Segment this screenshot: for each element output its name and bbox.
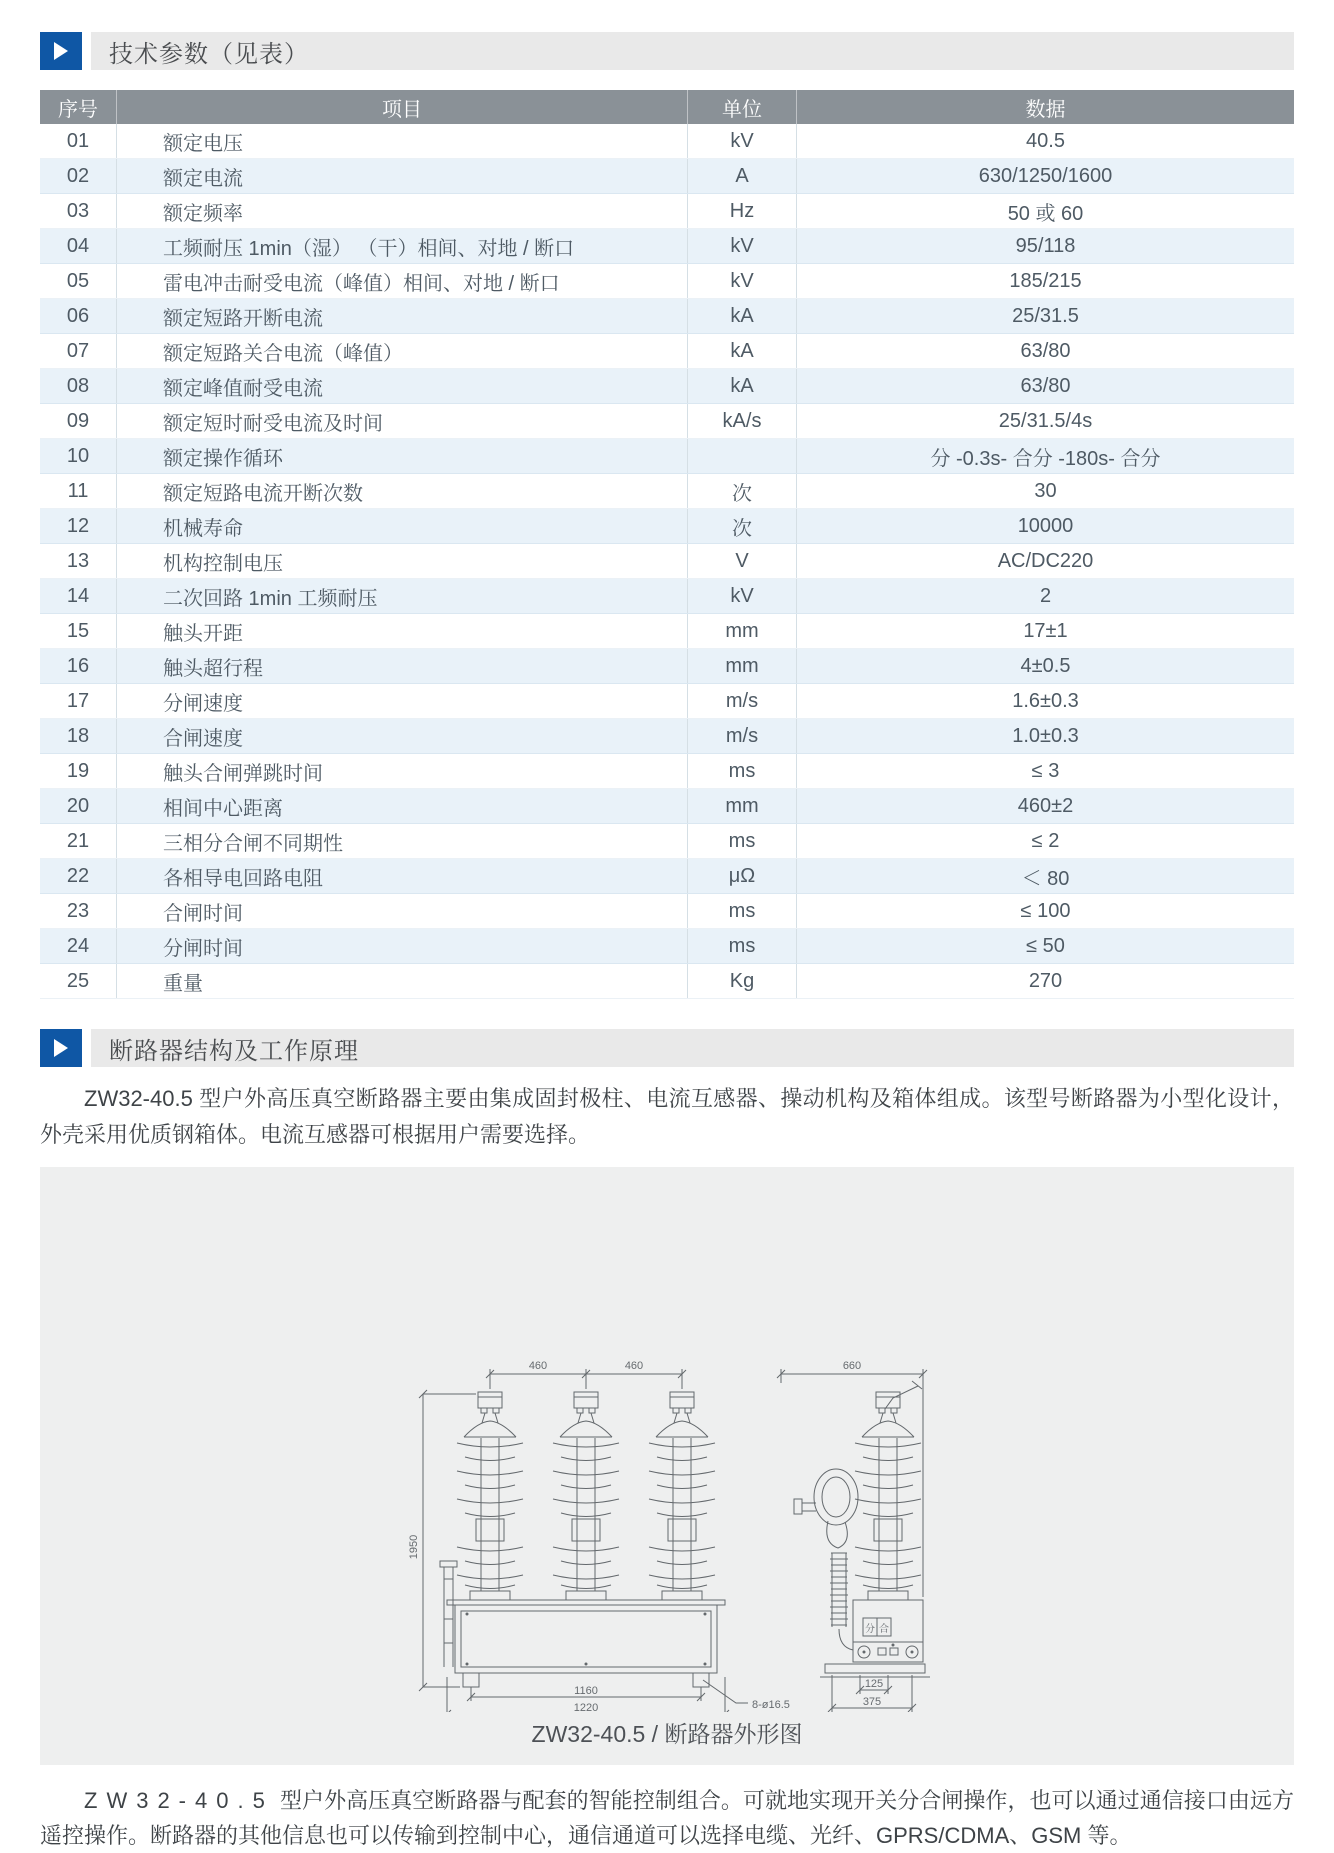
spec-table: [40, 90, 1294, 999]
cell-unit: kA/s: [688, 404, 797, 438]
cell-item: 二次回路 1min 工频耐压: [117, 579, 688, 613]
table-row: [40, 264, 1294, 299]
cell-no: 14: [40, 579, 117, 613]
section-title: 技术参数（见表）: [109, 40, 309, 68]
cell-data: 50 或 60: [1007, 202, 1084, 225]
dim-label-base-inner: 1160: [574, 1685, 598, 1697]
cell-data: ＜ 80: [1021, 867, 1070, 890]
table-row: [40, 334, 1294, 369]
cell-no: 24: [40, 929, 117, 963]
cell-data: 95/118: [1015, 234, 1076, 257]
cell-no: 08: [40, 369, 117, 403]
cell-no: 03: [40, 194, 117, 228]
cell-data: 2: [1039, 584, 1052, 607]
cell-no: 04: [40, 229, 117, 263]
table-row: [40, 684, 1294, 719]
section-header-structure: [40, 1029, 1294, 1067]
figure-panel: [40, 1167, 1294, 1765]
cell-item: 触头超行程: [117, 649, 688, 683]
cell-item: 重量: [117, 964, 688, 998]
cell-item: 机构控制电压: [117, 544, 688, 578]
cell-no: 10: [40, 439, 117, 473]
table-row: [40, 579, 1294, 614]
cell-item: 触头开距: [117, 614, 688, 648]
cell-data: 1.0±0.3: [1012, 724, 1079, 747]
dim-label-height: 1950: [408, 1534, 420, 1560]
cell-data: 460±2: [1017, 794, 1074, 817]
indicator-close-label: 合: [879, 1624, 889, 1635]
figure-caption: ZW32-40.5 / 断路器外形图: [531, 1721, 803, 1747]
cell-unit: ms: [688, 929, 797, 963]
cell-no: 07: [40, 334, 117, 368]
table-row: [40, 474, 1294, 509]
cell-no: 16: [40, 649, 117, 683]
cell-no: 21: [40, 824, 117, 858]
cell-unit: A: [688, 159, 797, 193]
cell-data: 4±0.5: [1020, 654, 1071, 677]
col-header-no: 序号: [40, 90, 117, 124]
cell-item: 合闸速度: [117, 719, 688, 753]
table-row: [40, 789, 1294, 824]
cell-unit: μΩ: [688, 859, 797, 893]
cell-unit: kV: [688, 264, 797, 298]
cell-unit: mm: [688, 789, 797, 823]
cell-data: ≤ 100: [1020, 899, 1071, 922]
table-row: [40, 649, 1294, 684]
cell-no: 19: [40, 754, 117, 788]
cell-item: 分闸速度: [117, 684, 688, 718]
section-header-params: [40, 32, 1294, 70]
cell-item: 额定短路电流开断次数: [117, 474, 688, 508]
col-header-item: 项目: [117, 90, 688, 124]
table-row: [40, 894, 1294, 929]
table-row: [40, 964, 1294, 999]
cell-unit: kA: [688, 334, 797, 368]
dim-label-side-outer: 375: [862, 1696, 882, 1708]
table-row: [40, 544, 1294, 579]
section-title-bar: [91, 32, 1294, 70]
section-title-bar: [91, 1029, 1294, 1067]
section-arrow-icon: [40, 1029, 82, 1067]
cell-item: 合闸时间: [117, 894, 688, 928]
play-triangle-icon: [54, 42, 68, 60]
cell-item: 额定频率: [117, 194, 688, 228]
table-row: [40, 824, 1294, 859]
cell-data: 10000: [1017, 514, 1074, 537]
cell-unit: V: [688, 544, 797, 578]
cell-no: 12: [40, 509, 117, 543]
cell-unit: m/s: [688, 719, 797, 753]
cell-data: 270: [1028, 969, 1063, 992]
table-row: [40, 229, 1294, 264]
cell-item: 额定短路关合电流（峰值）: [117, 334, 688, 368]
drawing-lines: [419, 1369, 930, 1712]
cell-unit: 次: [688, 509, 797, 543]
table-row: [40, 439, 1294, 474]
cell-unit: Hz: [688, 194, 797, 228]
dim-label-side-width: 660: [842, 1360, 862, 1372]
dim-label-span-left: 460: [528, 1360, 548, 1372]
cell-item: 分闸时间: [117, 929, 688, 963]
cell-no: 22: [40, 859, 117, 893]
footer-paragraph: [40, 1783, 1294, 1853]
cell-item: 工频耐压 1min（湿） （干）相间、对地 / 断口: [117, 229, 688, 263]
cell-no: 23: [40, 894, 117, 928]
cell-item: 额定电压: [117, 124, 688, 158]
cell-item: 额定操作循环: [117, 439, 688, 473]
cell-unit: mm: [688, 614, 797, 648]
cell-item: 额定短时耐受电流及时间: [117, 404, 688, 438]
cell-item: 机械寿命: [117, 509, 688, 543]
cell-unit: m/s: [688, 684, 797, 718]
cell-data: 25/31.5/4s: [998, 409, 1093, 432]
cell-unit: ms: [688, 824, 797, 858]
dim-label-span-right: 460: [624, 1360, 644, 1372]
cell-unit: ms: [688, 894, 797, 928]
cell-data: 40.5: [1026, 129, 1065, 152]
cell-data: ≤ 3: [1031, 759, 1060, 782]
cell-data: 63/80: [1020, 374, 1071, 397]
footer-paragraph-text: 型户外高压真空断路器与配套的智能控制组合。可就地实现开关分合闸操作，也可以通过通信接口由远方遥控操作。断路器的其他信息也可以传输到控制中心，通信通道可以选择电缆、光纤、GPRS/CDMA、GSM 等。: [40, 1788, 1294, 1848]
table-body: [40, 124, 1294, 999]
table-row: [40, 124, 1294, 159]
cell-no: 09: [40, 404, 117, 438]
col-header-data: 数据: [1025, 98, 1066, 121]
play-triangle-icon: [54, 1039, 68, 1057]
cell-data: AC/DC220: [997, 549, 1094, 572]
cell-no: 17: [40, 684, 117, 718]
table-row: [40, 614, 1294, 649]
cell-unit: kV: [688, 229, 797, 263]
cell-data: 30: [1034, 479, 1057, 502]
section-arrow-icon: [40, 32, 82, 70]
indicator-open-label: 分: [865, 1624, 875, 1635]
table-row: [40, 719, 1294, 754]
cell-unit: 次: [688, 474, 797, 508]
cell-item: 三相分合闸不同期性: [117, 824, 688, 858]
table-row: [40, 159, 1294, 194]
cell-data: ≤ 50: [1026, 934, 1065, 957]
table-row: [40, 754, 1294, 789]
table-row: [40, 299, 1294, 334]
cell-no: 11: [40, 474, 117, 508]
cell-no: 15: [40, 614, 117, 648]
cell-unit: kA: [688, 299, 797, 333]
cell-item: 额定峰值耐受电流: [117, 369, 688, 403]
cell-unit: Kg: [688, 964, 797, 998]
model-number: ZW32-40.5: [84, 1788, 274, 1813]
cell-data: 分 -0.3s- 合分 -180s- 合分: [930, 447, 1161, 470]
cell-no: 05: [40, 264, 117, 298]
table-row: [40, 929, 1294, 964]
dim-label-holes: 8-ø16.5: [752, 1699, 790, 1711]
cell-unit: kV: [688, 124, 797, 158]
section-title: 断路器结构及工作原理: [109, 1037, 359, 1065]
cell-no: 20: [40, 789, 117, 823]
intro-paragraph: ZW32-40.5 型户外高压真空断路器主要由集成固封极柱、电流互感器、操动机构及箱体组成。该型号断路器为小型化设计，外壳采用优质钢箱体。电流互感器可根据用户需要选择。: [40, 1086, 1294, 1147]
cell-item: 雷电冲击耐受电流（峰值）相间、对地 / 断口: [117, 264, 688, 298]
cell-data: 1.6±0.3: [1012, 689, 1079, 712]
cell-item: 相间中心距离: [117, 789, 688, 823]
cell-no: 18: [40, 719, 117, 753]
cell-data: ≤ 2: [1031, 829, 1060, 852]
col-header-unit: 单位: [688, 90, 797, 124]
cell-item: 额定短路开断电流: [117, 299, 688, 333]
cell-no: 13: [40, 544, 117, 578]
cell-item: 额定电流: [117, 159, 688, 193]
cell-no: 06: [40, 299, 117, 333]
cell-unit: [688, 439, 797, 473]
table-row: [40, 404, 1294, 439]
cell-data: 630/1250/1600: [978, 164, 1113, 187]
table-row: [40, 859, 1294, 894]
cell-no: 01: [40, 124, 117, 158]
dim-label-base-outer: 1220: [573, 1702, 599, 1712]
cell-item: 各相导电回路电阻: [117, 859, 688, 893]
table-row: [40, 369, 1294, 404]
table-row: [40, 194, 1294, 229]
cell-unit: kA: [688, 369, 797, 403]
table-header-row: [40, 90, 1294, 124]
cell-unit: kV: [688, 579, 797, 613]
cell-no: 25: [40, 964, 117, 998]
breaker-outline-drawing: [40, 1167, 1294, 1712]
cell-data: 63/80: [1020, 339, 1071, 362]
cell-data: 25/31.5: [1012, 304, 1079, 327]
dim-label-side-inner: 125: [864, 1678, 884, 1690]
cell-data: 185/215: [1009, 269, 1082, 292]
cell-unit: mm: [688, 649, 797, 683]
page: [40, 0, 1294, 1853]
cell-no: 02: [40, 159, 117, 193]
table-row: [40, 509, 1294, 544]
cell-data: 17±1: [1023, 619, 1068, 642]
cell-unit: ms: [688, 754, 797, 788]
cell-item: 触头合闸弹跳时间: [117, 754, 688, 788]
